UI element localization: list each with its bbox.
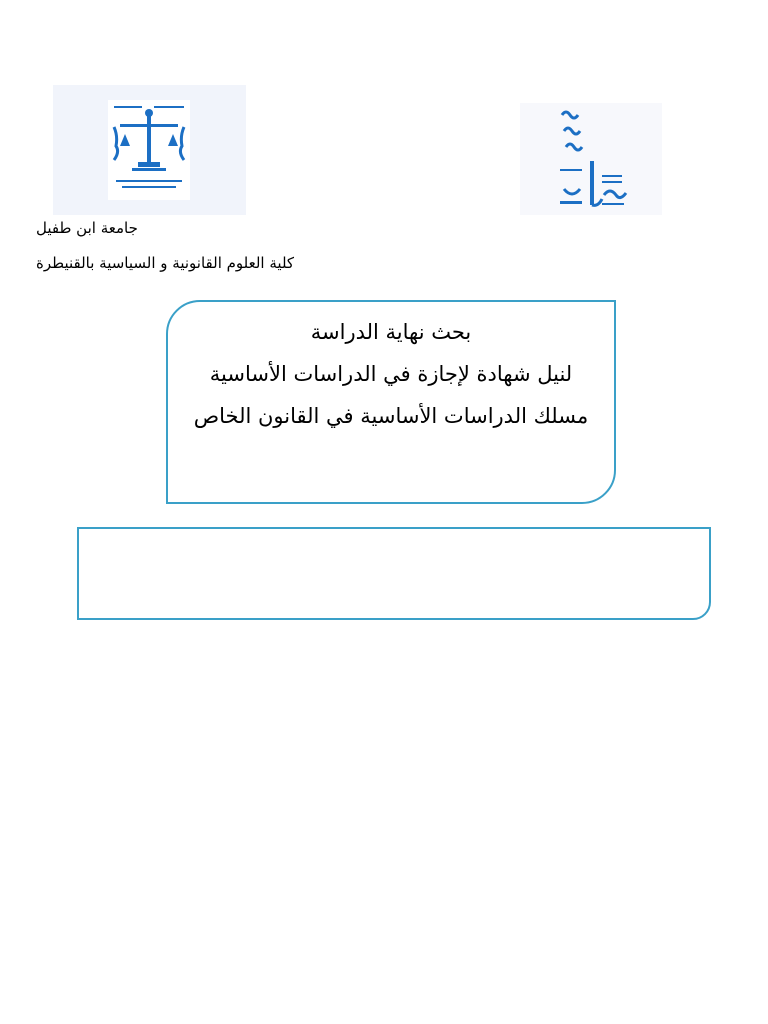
faculty-logo bbox=[53, 85, 246, 215]
university-name: جامعة ابن طفيل bbox=[36, 219, 138, 237]
title-line-degree: لنيل شهادة لإجازة في الدراسات الأساسية bbox=[209, 362, 573, 386]
title-line-track: مسلك الدراسات الأساسية في القانون الخاص bbox=[193, 404, 589, 428]
scales-of-justice-icon bbox=[108, 100, 190, 200]
university-logo bbox=[520, 103, 662, 215]
info-box bbox=[77, 527, 711, 620]
title-line-thesis: بحث نهاية الدراسة bbox=[310, 320, 472, 344]
faculty-logo-card bbox=[108, 100, 190, 200]
ibn-tofail-logo-icon bbox=[520, 103, 662, 215]
title-box bbox=[166, 300, 616, 504]
faculty-name: كلية العلوم القانونية و السياسية بالقنيطرة bbox=[36, 254, 295, 272]
